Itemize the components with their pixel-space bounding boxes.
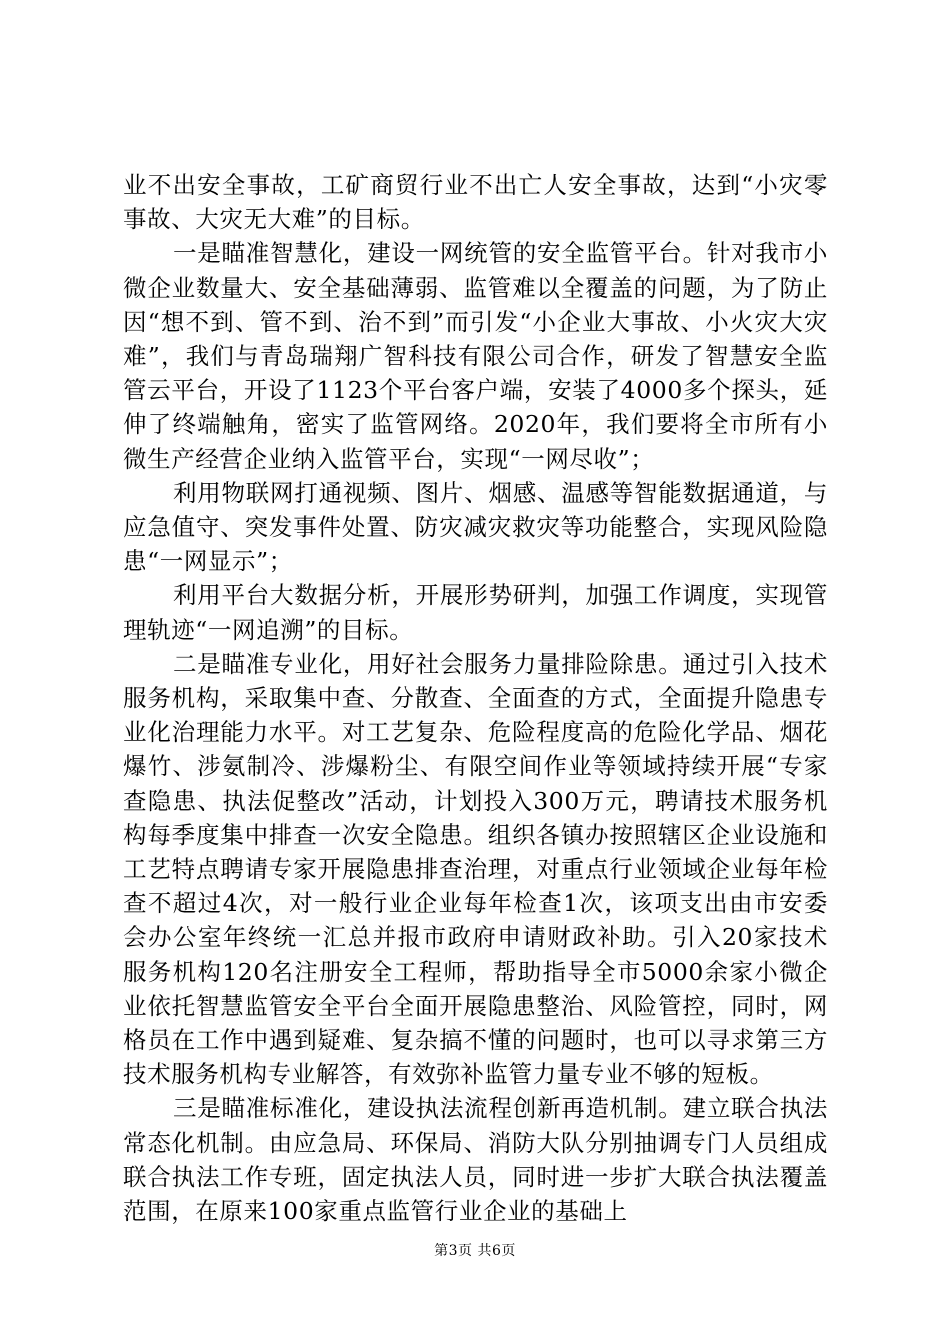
- paragraph-iot-display: 利用物联网打通视频、图片、烟感、温感等智能数据通道，与应急值守、突发事件处置、防灾减灾救灾等功能整合，实现风险隐患“一网显示”；: [123, 478, 828, 576]
- paragraph-big-data-trace: 利用平台大数据分析，开展形势研判，加强工作调度，实现管理轨迹“一网追溯”的目标。: [123, 581, 828, 644]
- paragraph-standardization: 三是瞄准标准化，建设执法流程创新再造机制。建立联合执法常态化机制。由应急局、环保局、消防大队分别抽调专门人员组成联合执法工作专班，固定执法人员，同时进一步扩大联合执法覆盖范围，在原来100家重点监管行业企业的基础上: [123, 1094, 828, 1226]
- paragraph-smart-supervision: 一是瞄准智慧化，建设一网统管的安全监管平台。针对我市小微企业数量大、安全基础薄弱、监管难以全覆盖的问题，为了防止因“想不到、管不到、治不到”而引发“小企业大事故、小火灾大灾难”，我们与青岛瑞翔广智科技有限公司合作，研发了智慧安全监管云平台，开设了1123个平台客户端，安装了4000多个探头，延伸了终端触角，密实了监管网络。2020年，我们要将全市所有小微生产经营企业纳入监管平台，实现“一网尽收”；: [123, 239, 828, 473]
- page-number-footer: 第3页 共6页: [434, 1243, 516, 1259]
- document-body: [123, 168, 828, 1228]
- paragraph-professional-services: 二是瞄准专业化，用好社会服务力量排险除患。通过引入技术服务机构，采取集中查、分散查、全面查的方式，全面提升隐患专业化治理能力水平。对工艺复杂、危险程度高的危险化学品、烟花爆竹、涉氨制冷、涉爆粉尘、有限空间作业等领域持续开展“专家查隐患、执法促整改”活动，计划投入300万元，聘请技术服务机构每季度集中排查一次安全隐患。组织各镇办按照辖区企业设施和工艺特点聘请专家开展隐患排查治理，对重点行业领域企业每年检查不超过4次，对一般行业企业每年检查1次，该项支出由市安委会办公室年终统一汇总并报市政府申请财政补助。引入20家技术服务机构120名注册安全工程师，帮助指导全市5000余家小微企业依托智慧监管安全平台全面开展隐患整治、风险管控，同时，网格员在工作中遇到疑难、复杂搞不懂的问题时，也可以寻求第三方技术服务机构专业解答，有效弥补监管力量专业不够的短板。: [123, 649, 828, 1089]
- paragraph-continuation: 业不出安全事故，工矿商贸行业不出亡人安全事故，达到“小灾零事故、大灾无大难”的目标。: [123, 171, 828, 234]
